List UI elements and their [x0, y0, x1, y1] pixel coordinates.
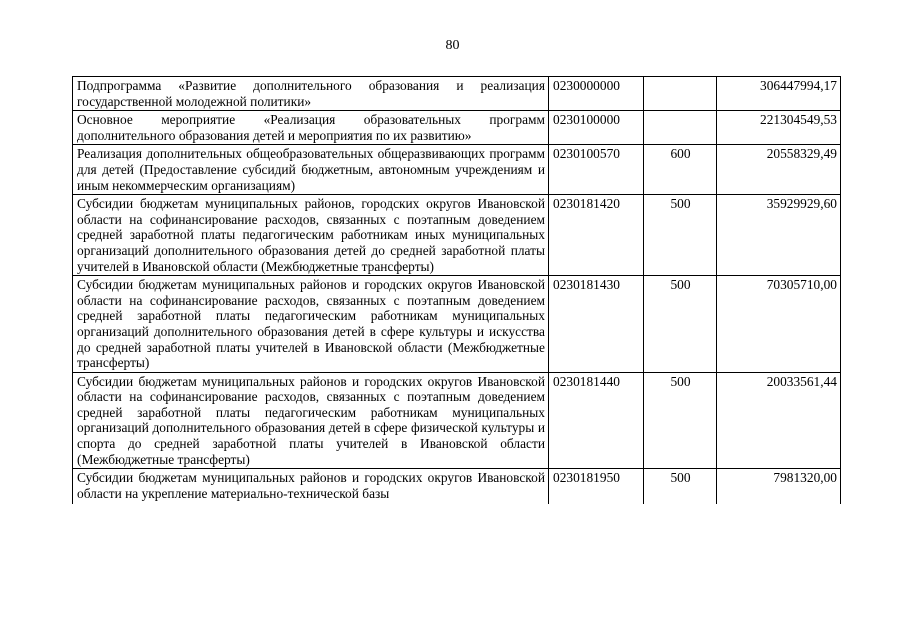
expense-name-cell: Субсидии бюджетам муниципальных районов и городских округов Ивановской области на софинансирование расходов, связанных с поэтапным доведением средней заработной платы педагогическим работникам муниципальных организаций дополнительного образования детей в сфере культуры и искусства до средней заработной платы учителей в Ивановской области (Межбюджетные трансферты): [73, 276, 549, 373]
expense-type-cell: 500: [644, 469, 717, 505]
target-code-cell: 0230181440: [549, 372, 644, 469]
target-code-cell: 0230100570: [549, 145, 644, 195]
amount-cell: 20558329,49: [717, 145, 841, 195]
expense-name-cell: Субсидии бюджетам муниципальных районов и городских округов Ивановской области на софинансирование расходов, связанных с поэтапным доведением средней заработной платы педагогическим работникам муниципальных организаций дополнительного образования детей в сфере физической культуры и спорта до средней заработной платы учителей в Ивановской области (Межбюджетные трансферты): [73, 372, 549, 469]
amount-cell: 70305710,00: [717, 276, 841, 373]
amount-cell: 306447994,17: [717, 77, 841, 111]
budget-table: [72, 76, 841, 504]
amount-cell: 20033561,44: [717, 372, 841, 469]
expense-name-cell: Основное мероприятие «Реализация образовательных программ дополнительного образования детей и мероприятия по их развитию»: [73, 111, 549, 145]
target-code-cell: 0230100000: [549, 111, 644, 145]
expense-type-cell: [644, 77, 717, 111]
expense-type-cell: 500: [644, 276, 717, 373]
target-code-cell: 0230181430: [549, 276, 644, 373]
amount-cell: 221304549,53: [717, 111, 841, 145]
expense-name-cell: Реализация дополнительных общеобразовательных общеразвивающих программ для детей (Предоставление субсидий бюджетным, автономным учреждениям и иным некоммерческим организациям): [73, 145, 549, 195]
table-row: [73, 372, 841, 469]
amount-cell: 7981320,00: [717, 469, 841, 505]
expense-type-cell: 600: [644, 145, 717, 195]
target-code-cell: 0230000000: [549, 77, 644, 111]
table-row: [73, 77, 841, 111]
table-row: [73, 111, 841, 145]
table-row: [73, 195, 841, 276]
page-number: 80: [445, 38, 460, 53]
table-row: [73, 145, 841, 195]
target-code-cell: 0230181420: [549, 195, 644, 276]
table-row: [73, 469, 841, 505]
target-code-cell: 0230181950: [549, 469, 644, 505]
expense-type-cell: [644, 111, 717, 145]
expense-name-cell: Субсидии бюджетам муниципальных районов, городских округов Ивановской области на софинансирование расходов, связанных с поэтапным доведением средней заработной платы педагогическим работникам иных муниципальных организаций дополнительного образования детей до средней заработной платы учителей в Ивановской области (Межбюджетные трансферты): [73, 195, 549, 276]
expense-name-cell: Подпрограмма «Развитие дополнительного образования и реализация государственной молодежной политики»: [73, 77, 549, 111]
expense-name-cell: Субсидии бюджетам муниципальных районов и городских округов Ивановской области на укрепление материально-технической базы: [73, 469, 549, 505]
expense-type-cell: 500: [644, 195, 717, 276]
amount-cell: 35929929,60: [717, 195, 841, 276]
expense-type-cell: 500: [644, 372, 717, 469]
table-row: [73, 276, 841, 373]
